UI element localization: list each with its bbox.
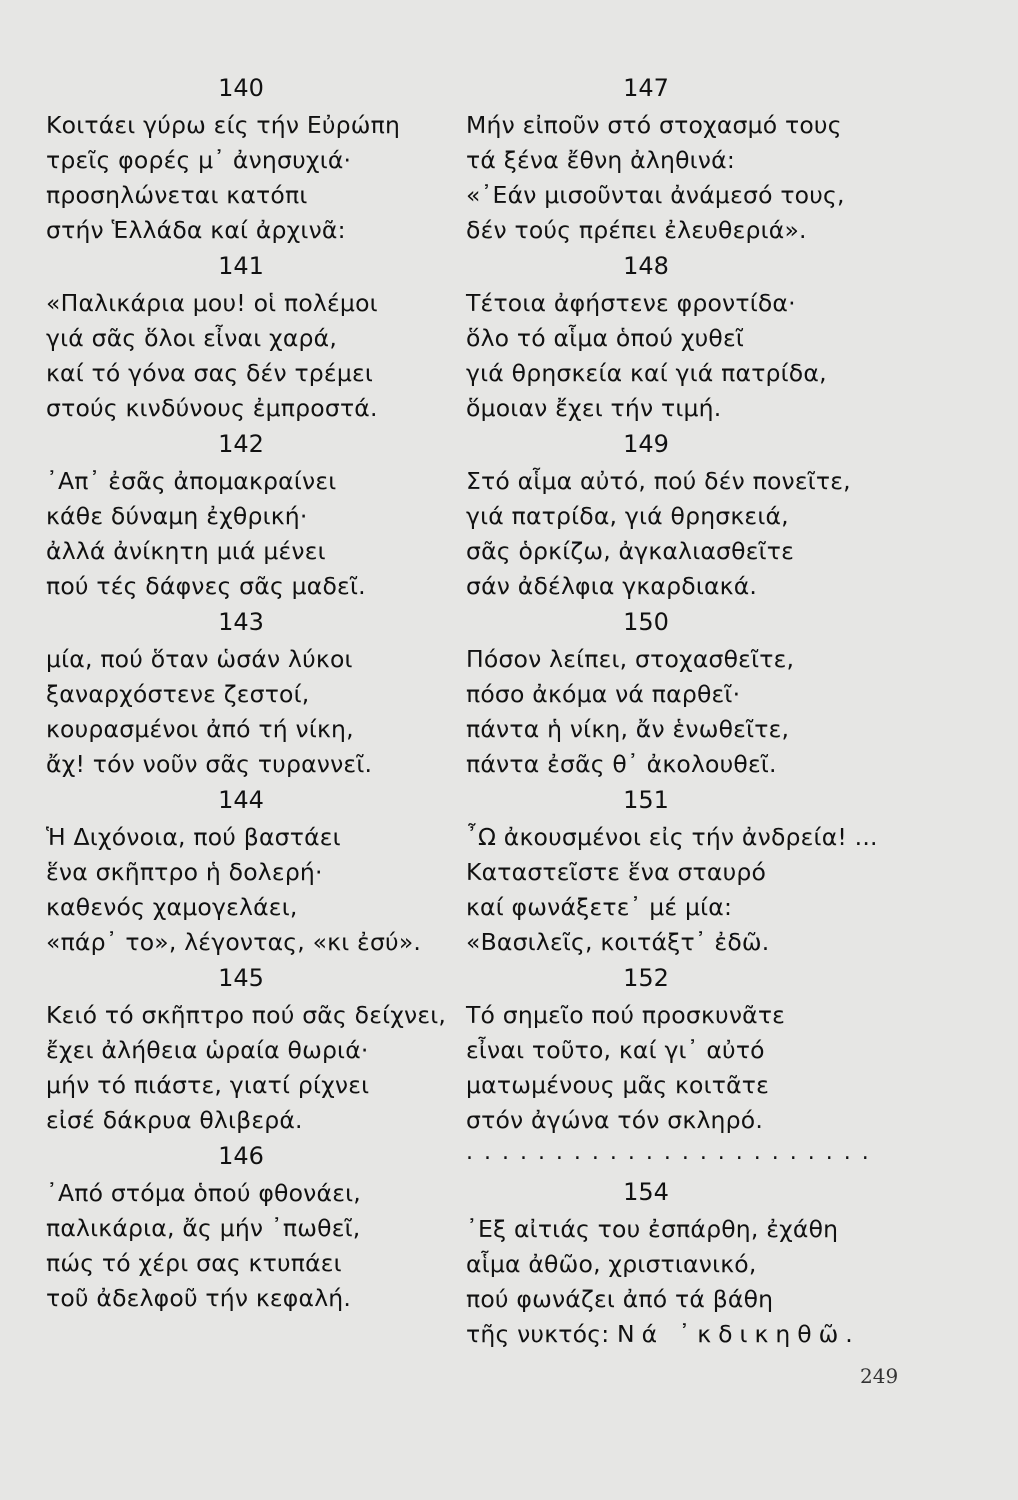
verse-line: αἷμα ἀθῶο, χριστιανικό, xyxy=(466,1250,757,1278)
verse-text: τῆς νυκτός: xyxy=(466,1320,610,1348)
stanza-number: 147 xyxy=(623,74,669,102)
verse-line: ἔχει ἀλήθεια ὡραία θωριά· xyxy=(46,1036,369,1064)
stanza-number: 154 xyxy=(623,1178,669,1206)
page-number: 249 xyxy=(860,1364,899,1388)
stanza-number: 151 xyxy=(623,786,669,814)
verse-line: σάν ἀδέλφια γκαρδιακά. xyxy=(466,572,758,600)
stanza-number: 149 xyxy=(623,430,669,458)
verse-line: καθενός χαμογελάει, xyxy=(46,893,298,921)
verse-line: ὅμοιαν ἔχει τήν τιμή. xyxy=(466,394,722,422)
verse-line: γιά πατρίδα, γιά θρησκειά, xyxy=(466,502,789,530)
stanza-number: 148 xyxy=(623,252,669,280)
verse-line: πού φωνάζει ἀπό τά βάθη xyxy=(466,1285,774,1313)
verse-line: τρεῖς φορές μ᾽ ἀνησυχιά· xyxy=(46,146,352,174)
stanza-144 xyxy=(46,782,446,960)
stanza-150 xyxy=(466,604,896,782)
verse-line: μία, πού ὅταν ὡσάν λύκοι xyxy=(46,645,353,673)
left-column xyxy=(46,70,446,1316)
verse-line: Στό αἷμα αὐτό, πού δέν πονεῖτε, xyxy=(466,467,851,495)
verse-line: «Παλικάρια μου! οἱ πολέμοι xyxy=(46,289,378,317)
verse-line: εἶναι τοῦτο, καί γι᾽ αὐτό xyxy=(466,1036,765,1064)
verse-line: ῏Ω ἀκουσμένοι εἰς τήν ἀνδρεία! ... xyxy=(466,823,878,851)
stanza-140 xyxy=(46,70,446,248)
right-column xyxy=(466,70,896,1352)
verse-line: ἄχ! τόν νοῦν σᾶς τυραννεῖ. xyxy=(46,750,373,778)
verse-line: μήν τό πιάστε, γιατί ρίχνει xyxy=(46,1071,370,1099)
stanza-number: 145 xyxy=(218,964,264,992)
verse-line: πάντα ἡ νίκη, ἄν ἑνωθεῖτε, xyxy=(466,715,790,743)
stanza-142 xyxy=(46,426,446,604)
stanza-154 xyxy=(466,1174,896,1352)
verse-line: ᾽Απ᾽ ἐσᾶς ἀπομακραίνει xyxy=(46,467,337,495)
stanza-147 xyxy=(466,70,896,248)
verse-line: Ἡ Διχόνοια, πού βαστάει xyxy=(46,823,341,851)
verse-line: ἕνα σκῆπτρο ἡ δολερή· xyxy=(46,858,323,886)
verse-line: ᾽Από στόμα ὁπού φθονάει, xyxy=(46,1179,361,1207)
verse-line: καί φωνάξετε᾽ μέ μία: xyxy=(466,893,733,921)
verse-line: «πάρ᾽ το», λέγοντας, «κι ἐσύ». xyxy=(46,928,422,956)
stanza-152 xyxy=(466,960,896,1138)
stanza-number: 140 xyxy=(218,74,264,102)
emphasized-phrase: Νά ᾽κδικηθῶ. xyxy=(617,1320,860,1348)
stanza-151 xyxy=(466,782,896,960)
stanza-number: 144 xyxy=(218,786,264,814)
verse-line: Τέτοια ἀφήστενε φροντίδα· xyxy=(466,289,796,317)
verse-line: «Βασιλεῖς, κοιτάξτ᾽ ἐδῶ. xyxy=(466,928,770,956)
stanza-number: 141 xyxy=(218,252,264,280)
stanza-number: 142 xyxy=(218,430,264,458)
stanza-number: 152 xyxy=(623,964,669,992)
verse-line: ἀλλά ἀνίκητη μιά μένει xyxy=(46,537,326,565)
stanza-141 xyxy=(46,248,446,426)
verse-line: Κειό τό σκῆπτρο πού σᾶς δείχνει, xyxy=(46,1001,447,1029)
verse-line: εἰσέ δάκρυα θλιβερά. xyxy=(46,1106,303,1134)
verse-line: ᾽Εξ αἰτιάς του ἐσπάρθη, ἐχάθη xyxy=(466,1215,839,1243)
stanza-number: 143 xyxy=(218,608,264,636)
verse-line: Μήν εἰποῦν στό στοχασμό τους xyxy=(466,111,842,139)
verse-line: ματωμένους μᾶς κοιτᾶτε xyxy=(466,1071,770,1099)
verse-line: καί τό γόνα σας δέν τρέμει xyxy=(46,359,374,387)
stanza-148 xyxy=(466,248,896,426)
omission-dots: . . . . . . . . . . . . . . . . . . . . . . . xyxy=(466,1140,871,1165)
verse-line: Κοιτάει γύρω είς τήν Εὐρώπη xyxy=(46,111,401,139)
verse-line: προσηλώνεται κατόπι xyxy=(46,181,308,209)
verse-line: ὅλο τό αἷμα ὁπού χυθεῖ xyxy=(466,324,745,352)
verse-line: σᾶς ὁρκίζω, ἀγκαλιασθεῖτε xyxy=(466,537,795,565)
verse-line: ξαναρχόστενε ζεστοί, xyxy=(46,680,310,708)
verse-line-final xyxy=(466,1317,896,1352)
verse-line: πόσο ἀκόμα νά παρθεῖ· xyxy=(466,680,741,708)
verse-line: πού τές δάφνες σᾶς μαδεῖ. xyxy=(46,572,366,600)
verse-line: Καταστεῖστε ἕνα σταυρό xyxy=(466,858,767,886)
verse-line: παλικάρια, ἄς μήν ᾽πωθεῖ, xyxy=(46,1214,361,1242)
stanza-143 xyxy=(46,604,446,782)
verse-line: πώς τό χέρι σας κτυπάει xyxy=(46,1249,342,1277)
stanza-149 xyxy=(466,426,896,604)
verse-line: πάντα ἐσᾶς θ᾽ ἀκολουθεῖ. xyxy=(466,750,777,778)
verse-line: στήν Ἑλλάδα καί ἀρχινᾶ: xyxy=(46,216,346,244)
verse-line: στούς κινδύνους ἐμπροστά. xyxy=(46,394,378,422)
verse-line: γιά σᾶς ὅλοι εἶναι χαρά, xyxy=(46,324,337,352)
stanza-146 xyxy=(46,1138,446,1316)
verse-line: γιά θρησκεία καί γιά πατρίδα, xyxy=(466,359,827,387)
verse-line: τά ξένα ἔθνη ἀληθινά: xyxy=(466,146,735,174)
verse-line: Πόσον λείπει, στοχασθεῖτε, xyxy=(466,645,795,673)
verse-line: «᾽Εάν μισοῦνται ἀνάμεσό τους, xyxy=(466,181,845,209)
verse-line: κουρασμένοι ἀπό τή νίκη, xyxy=(46,715,354,743)
verse-line: κάθε δύναμη ἐχθρική· xyxy=(46,502,308,530)
verse-line: δέν τούς πρέπει ἐλευθεριά». xyxy=(466,216,807,244)
verse-line: Τό σημεῖο πού προσκυνᾶτε xyxy=(466,1001,786,1029)
stanza-number: 146 xyxy=(218,1142,264,1170)
stanza-145 xyxy=(46,960,446,1138)
verse-line: τοῦ ἀδελφοῦ τήν κεφαλή. xyxy=(46,1284,352,1312)
verse-line: στόν ἀγώνα τόν σκληρό. xyxy=(466,1106,764,1134)
stanza-number: 150 xyxy=(623,608,669,636)
